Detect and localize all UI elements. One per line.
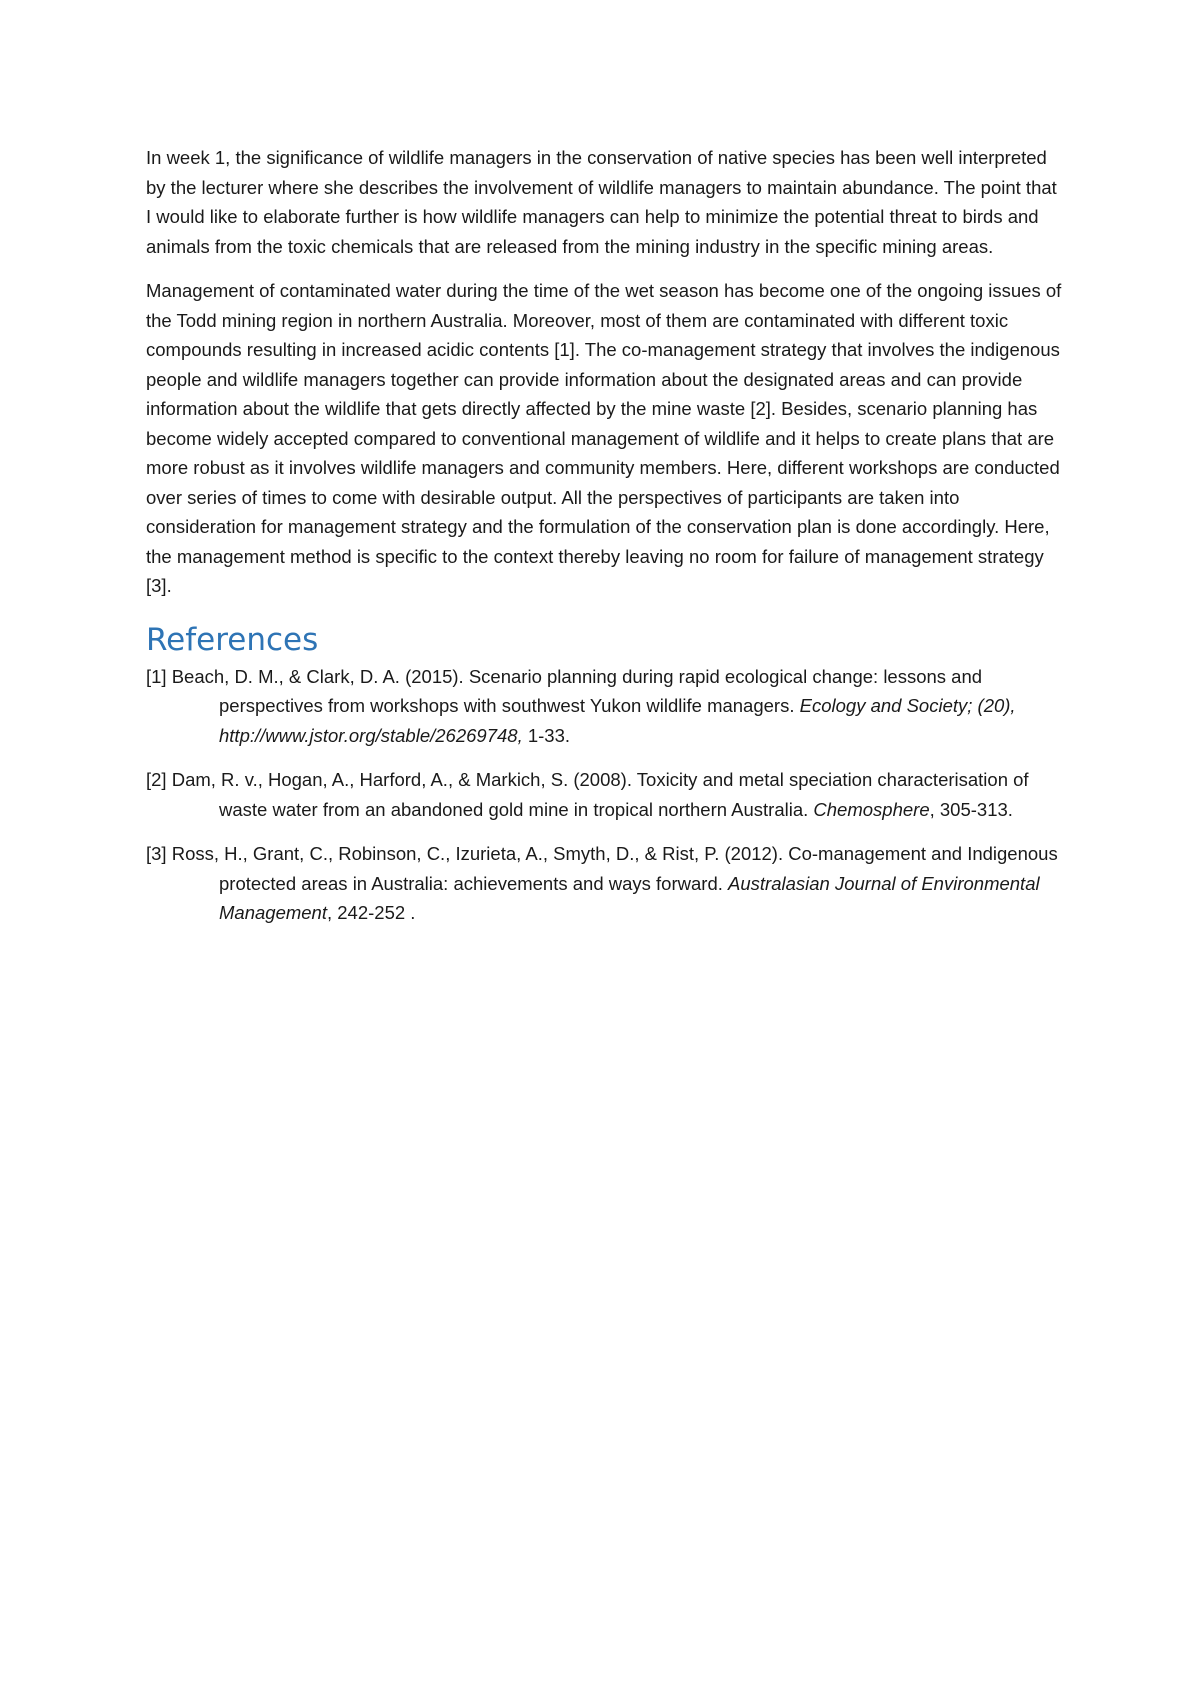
body-paragraph-2: Management of contaminated water during the time of the wet season has become one of the ongoing issues of the Todd mining region in northern Australia. Moreover, most of them are contaminated with different toxic compounds resulting in increased acidic contents [1]. The co-management strategy that involves the indigenous people and wildlife managers together can provide information about the designated areas and can provide information about the wildlife that gets directly affected by the mine waste [2]. Besides, scenario planning has become widely accepted compared to conventional management of wildlife and it helps to create plans that are more robust as it involves wildlife managers and community members. Here, different workshops are conducted over series of times to come with desirable output. All the perspectives of participants are taken into consideration for management strategy and the formulation of the conservation plan is done accordingly. Here, the management method is specific to the context thereby leaving no room for failure of management strategy [3].: [146, 280, 1062, 596]
reference-2-text: [2] Dam, R. v., Hogan, A., Harford, A., & Markich, S. (2008). Toxicity and metal speciation characterisation of waste water from an abandoned gold mine in tropical northern Australia.: [146, 769, 1029, 820]
references-list: [146, 662, 1066, 928]
reference-1-text: [1] Beach, D. M., & Clark, D. A. (2015). Scenario planning during rapid ecological change: lessons and perspectives from workshops with southwest Yukon wildlife managers.: [146, 665, 983, 716]
reference-item-3: [146, 839, 1066, 928]
reference-3-text: [3] Ross, H., Grant, C., Robinson, C., Izurieta, A., Smyth, D., & Rist, P. (2012). Co-management and Indigenous protected areas in Australia: achievements and ways forward.: [146, 843, 1058, 894]
reference-item-2: [146, 765, 1066, 824]
reference-1-pages: 1-33.: [522, 724, 571, 746]
reference-3-pages: , 242-252 .: [326, 902, 416, 923]
references-heading: References: [146, 621, 319, 658]
reference-3-source: Australasian Journal of Environmental Management: [219, 872, 1040, 923]
reference-2-source: Chemosphere: [813, 798, 930, 820]
reference-1-source: Ecology and Society; (20), http://www.jstor.org/stable/26269748,: [219, 695, 1016, 746]
reference-item-1: [146, 662, 1066, 751]
document-page: [146, 143, 1066, 943]
reference-2-pages: , 305-313.: [929, 798, 1013, 820]
body-paragraph-1: In week 1, the significance of wildlife managers in the conservation of native species has been well interpreted by the lecturer where she describes the involvement of wildlife managers to maintain abundance. The point that I would like to elaborate further is how wildlife managers can help to minimize the potential threat to birds and animals from the toxic chemicals that are released from the mining industry in the specific mining areas.: [146, 147, 1057, 257]
